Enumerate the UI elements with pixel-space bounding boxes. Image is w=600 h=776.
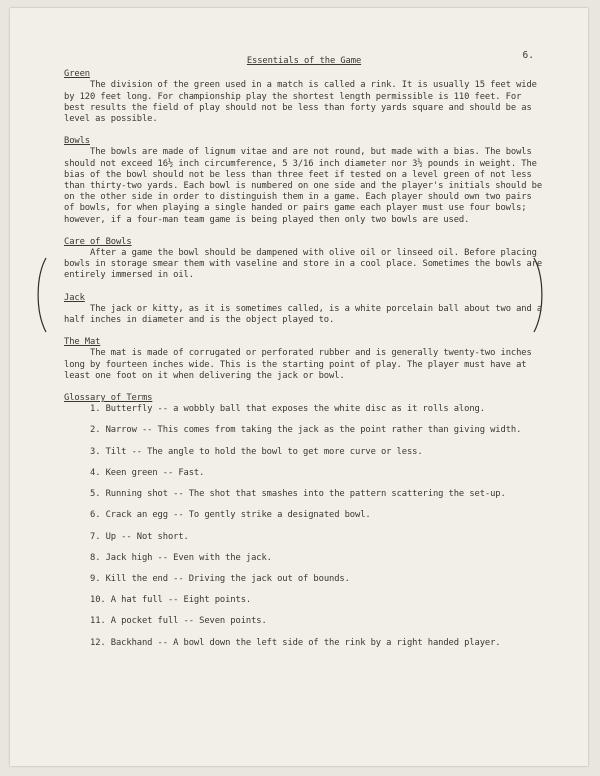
section-text: The mat is made of corrugated or perforated rubber and is generally twenty-two inches long by fourteen inches wide. This is the starting point of play. The player must have at least one foot on it when delivering the jack or bowl.: [64, 348, 532, 381]
section-heading: The Mat: [64, 337, 101, 348]
glossary-item: 6. Crack an egg -- To gently strike a designated bowl.: [90, 510, 371, 521]
glossary-item: 4. Keen green -- Fast.: [90, 467, 205, 478]
section-heading: Jack: [64, 292, 85, 303]
glossary-item: 1. Butterfly -- a wobbly ball that exposes the white disc as it rolls along.: [90, 404, 485, 415]
glossary-item: 8. Jack high -- Even with the jack.: [90, 552, 272, 563]
section-text: The jack or kitty, as it is sometimes called, is a white porcelain ball about two and a half inches in diameter and is the object played to.: [64, 303, 543, 326]
section-bowls: [64, 136, 544, 226]
glossary-item: 7. Up -- Not short.: [90, 531, 189, 542]
glossary-item: 9. Kill the end -- Driving the jack out of bounds.: [90, 573, 350, 584]
section-text: The bowls are made of lignum vitae and are not round, but made with a bias. The bowls should not exceed 16½ inch circumference, 5 3/16 inch diameter nor 3½ pounds in weight. The bias of the bowl should not be less than three feet if tested on a level green of not less than thirty-two yards. Each bowl is numbered on one side and the player's initials should be on the other side in order to distinguish them in a game. Each player should own two pairs of bowls, for when playing a single handed or pairs game each player must use four bowls; however, if a four-man team game is being played then only two bowls are used.: [64, 147, 543, 225]
glossary-item: 3. Tilt -- The angle to hold the bowl to get more curve or less.: [90, 446, 423, 457]
section-the-mat: [64, 337, 544, 382]
document-page: [10, 8, 588, 766]
section-green: [64, 69, 544, 125]
section-care-of-bowls: [64, 237, 544, 282]
section-heading: Green: [64, 69, 90, 80]
glossary-item: 10. A hat full -- Eight points.: [90, 595, 252, 606]
page-number: 6.: [522, 50, 534, 61]
glossary-item: 5. Running shot -- The shot that smashes into the pattern scattering the set-up.: [90, 489, 506, 500]
glossary-item: 12. Backhand -- A bowl down the left side of the rink by a right handed player.: [90, 637, 501, 648]
glossary-heading: Glossary of Terms: [64, 393, 153, 404]
section-jack: [64, 293, 544, 327]
left-pencil-bracket: [34, 256, 48, 334]
section-heading: Bowls: [64, 136, 90, 147]
section-glossary: [64, 393, 544, 649]
section-text: After a game the bowl should be dampened with olive oil or linseed oil. Before placing bowls in storage smear them with vaseline and store in a cool place. Sometimes the bowls are entirely immersed in oil.: [64, 248, 543, 281]
section-heading: Care of Bowls: [64, 236, 132, 247]
document-body: [64, 56, 544, 659]
page-title: Essentials of the Game: [246, 56, 362, 66]
glossary-item: 2. Narrow -- This comes from taking the jack as the point rather than giving width.: [90, 425, 522, 436]
glossary-item: 11. A pocket full -- Seven points.: [90, 616, 267, 627]
section-text: The division of the green used in a match is called a rink. It is usually 15 feet wide by 120 feet long. For championship play the shortest length permissible is 110 feet. For best results the field of play should not be less than forty yards square and should be as level as possible.: [64, 80, 537, 125]
glossary-list: [64, 404, 544, 648]
